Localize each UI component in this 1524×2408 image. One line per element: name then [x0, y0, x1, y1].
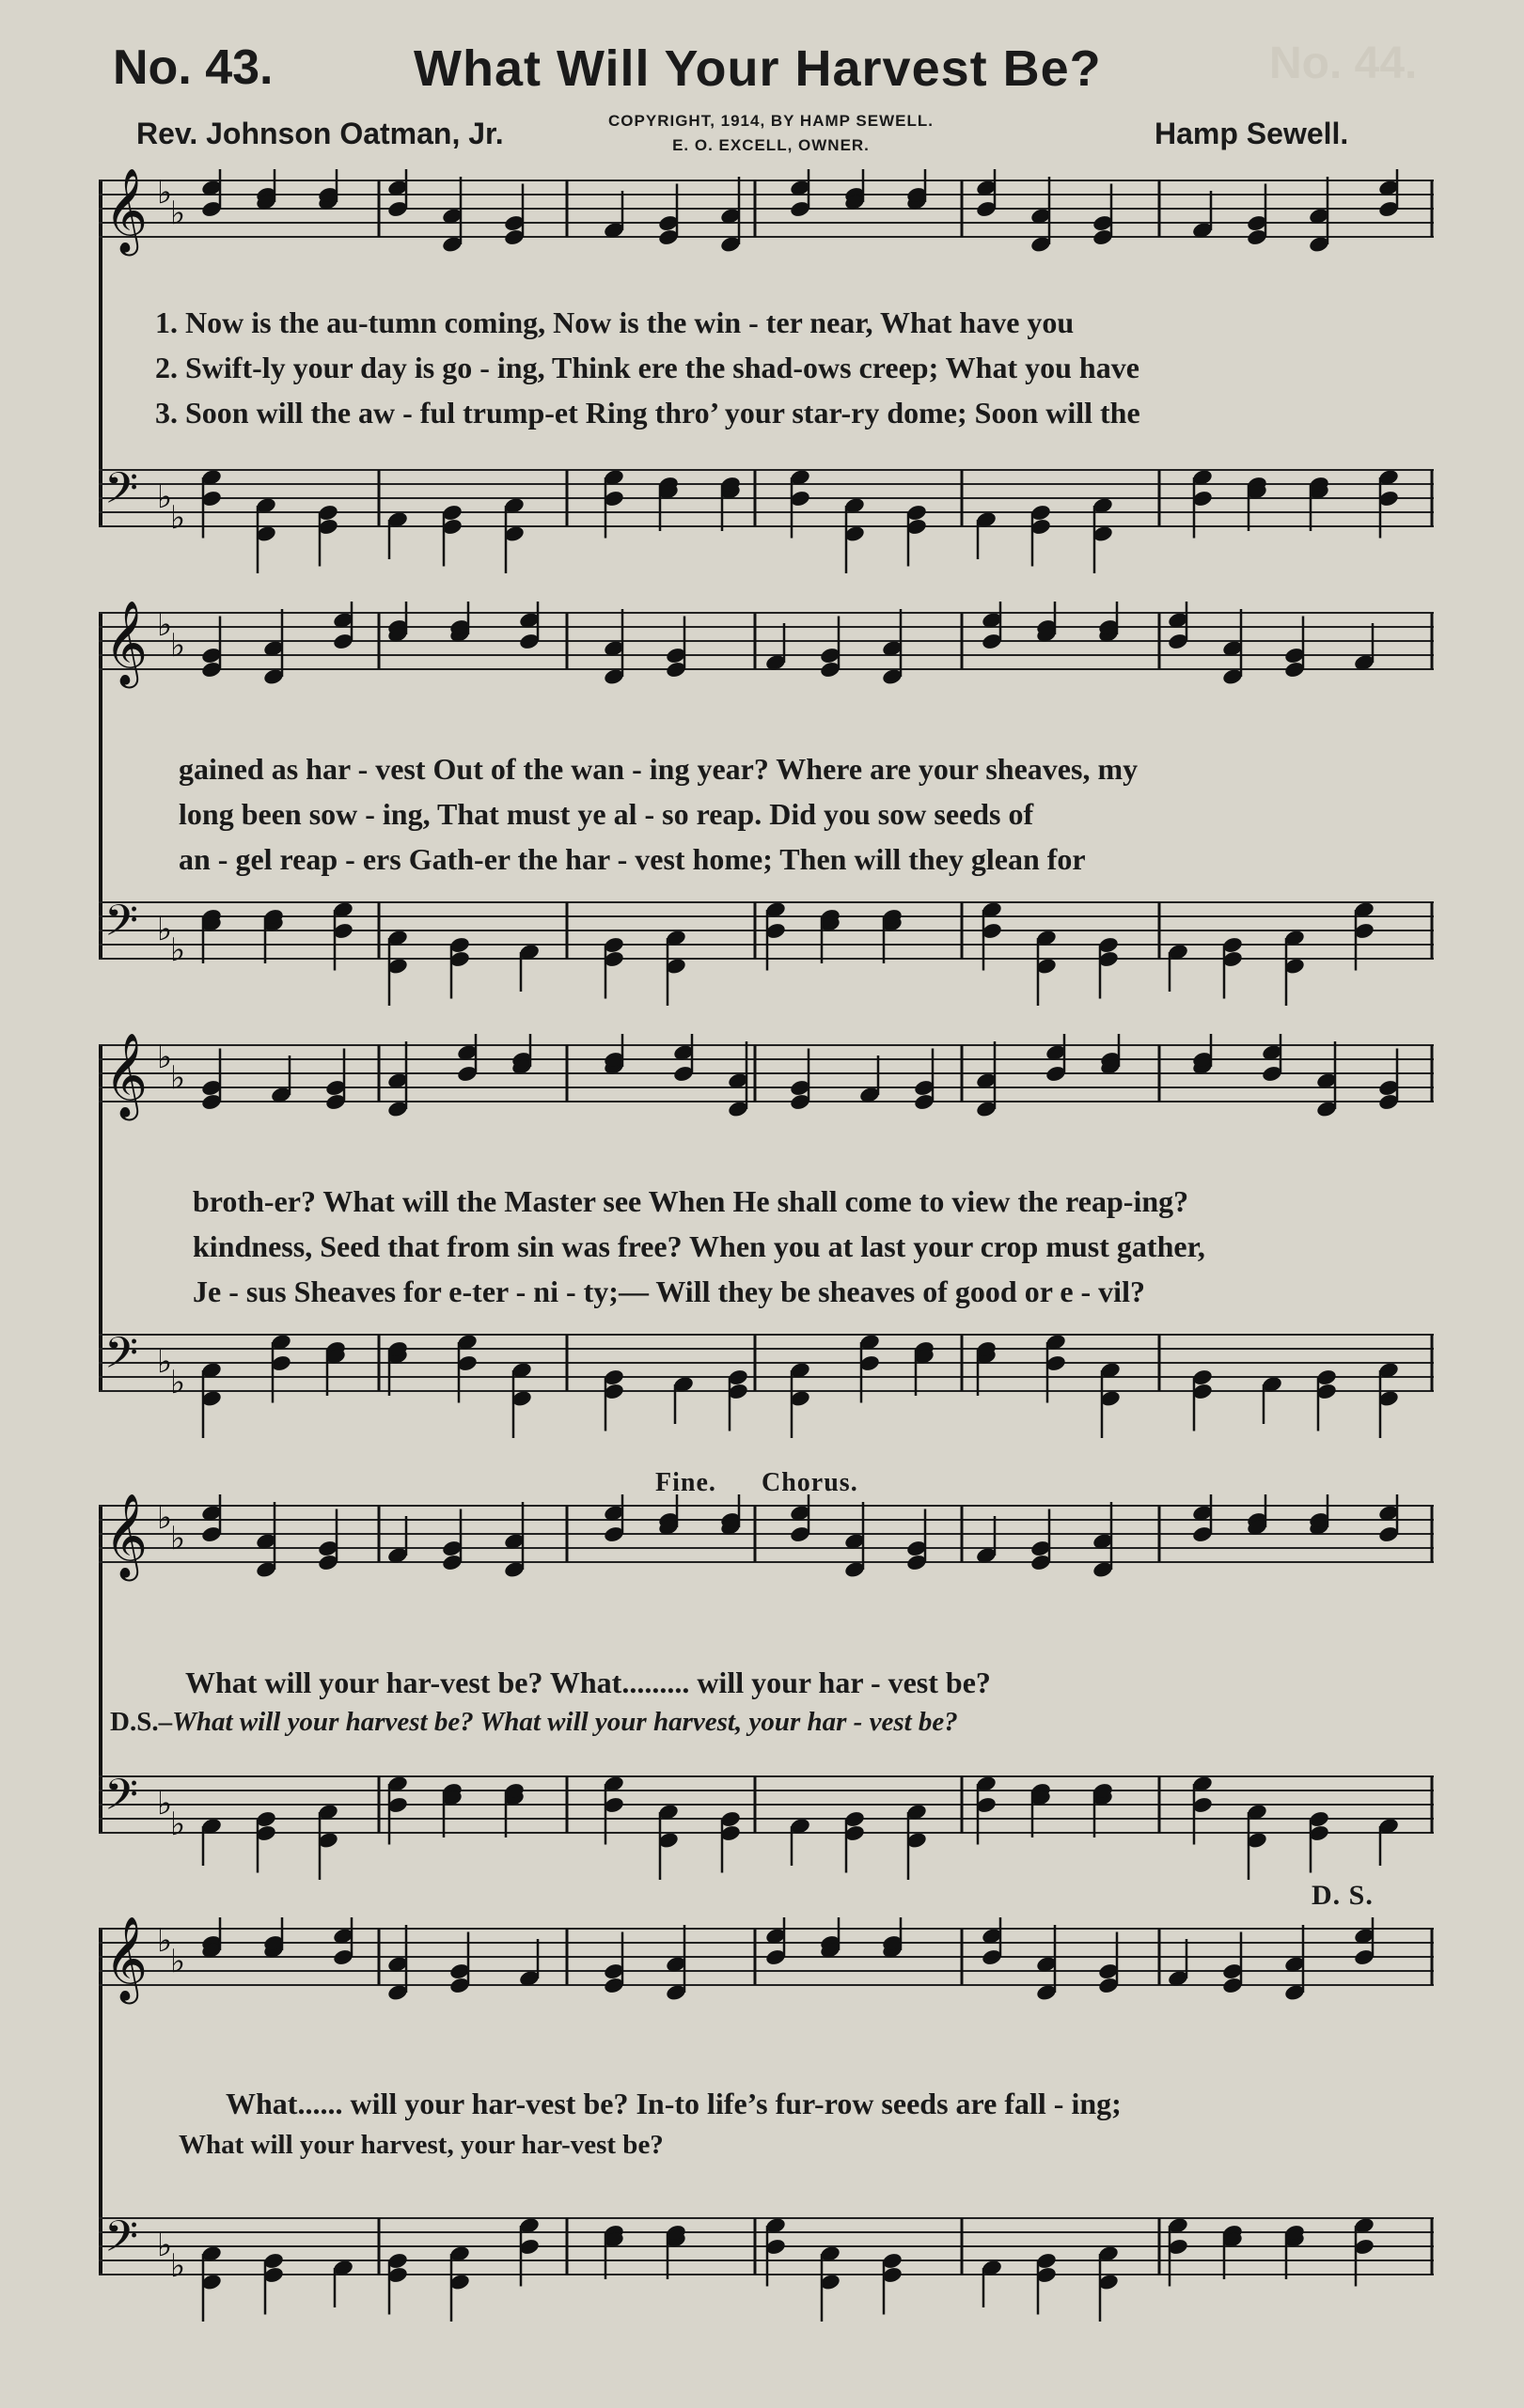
lyric-verse-2: kindness, Seed that from sin was free? When you at last your crop must gather,	[193, 1229, 1205, 1263]
lyric-verse-1: 1. Now is the au-tumn coming, Now is the win - ter near, What have you	[155, 305, 1075, 339]
flat-icon: ♭	[157, 1039, 173, 1076]
flat-icon: ♭	[170, 1520, 186, 1557]
bass-clef-icon: 𝄢	[104, 896, 139, 957]
bass-staff	[99, 1328, 1434, 1438]
flat-icon: ♭	[170, 1943, 186, 1980]
flat-icon: ♭	[157, 478, 173, 516]
music-system-4	[99, 1466, 1434, 1911]
flat-icon: ♭	[157, 911, 173, 948]
flat-icon: ♭	[170, 1364, 186, 1401]
bass-clef-icon: 𝄢	[104, 2212, 139, 2273]
page-header	[0, 0, 1524, 188]
treble-staff	[99, 1917, 1434, 2005]
flat-icon: ♭	[170, 1059, 186, 1097]
flat-icon: ♭	[170, 195, 186, 232]
music-system-1	[99, 169, 1434, 583]
lyric-chorus-alt: What will your harvest, your har-vest be?	[179, 2130, 664, 2160]
bass-staff	[99, 463, 1434, 573]
treble-clef-icon: 𝄞	[104, 1494, 149, 1578]
ds-prefix: D.S.–	[110, 1707, 173, 1737]
lyric-verse-3: an - gel reap - ers Gath-er the har - vest home; Then will they glean for	[179, 842, 1086, 876]
copyright-owner: E. O. EXCELL, OWNER.	[672, 136, 870, 154]
lyricist: Rev. Johnson Oatman, Jr.	[136, 117, 504, 150]
flat-icon: ♭	[157, 1785, 173, 1822]
music-system-3	[99, 1034, 1434, 1447]
treble-staff	[99, 602, 1434, 689]
copyright-line: COPYRIGHT, 1914, BY HAMP SEWELL.	[608, 112, 934, 130]
treble-clef-icon: 𝄞	[104, 1917, 149, 2001]
ds-text: What will your harvest be? What will your harvest, your har - vest be?	[172, 1707, 958, 1737]
treble-staff	[99, 169, 1434, 257]
lyric-verse-2: 2. Swift-ly your day is go - ing, Think ere the shad-ows creep; What you have	[155, 351, 1139, 384]
treble-clef-icon: 𝄞	[104, 169, 149, 253]
bass-staff	[99, 896, 1434, 1006]
treble-clef-icon: 𝄞	[104, 1034, 149, 1118]
bass-clef-icon: 𝄢	[104, 463, 139, 524]
flat-icon: ♭	[170, 1806, 186, 1843]
flat-icon: ♭	[170, 931, 186, 969]
hymn-title: What Will Your Harvest Be?	[414, 40, 1102, 97]
composer: Hamp Sewell.	[1155, 117, 1349, 150]
bass-staff	[99, 1770, 1434, 1880]
bleed-through-number: No. 44.	[1269, 39, 1418, 88]
flat-icon: ♭	[157, 1499, 173, 1537]
flat-icon: ♭	[157, 1922, 173, 1960]
flat-icon: ♭	[157, 1343, 173, 1381]
lyric-chorus: What will your har-vest be? What......... will your har - vest be?	[185, 1665, 991, 1699]
music-system-5	[99, 1917, 1434, 2331]
bass-clef-icon: 𝄢	[104, 1770, 139, 1831]
flat-icon: ♭	[170, 2247, 186, 2285]
flat-icon: ♭	[170, 627, 186, 665]
lyric-verse-1: gained as har - vest Out of the wan - ing year? Where are your sheaves, my	[179, 752, 1139, 786]
bass-staff	[99, 2212, 1434, 2322]
flat-icon: ♭	[157, 606, 173, 644]
ds-marking: D. S.	[1312, 1880, 1374, 1911]
lyric-verse-3: 3. Soon will the aw - ful trump-et Ring thro’ your star-ry dome; Soon will the	[155, 396, 1140, 430]
treble-staff	[99, 1034, 1434, 1121]
copyright-notice	[564, 109, 978, 158]
chorus-marking: Chorus.	[762, 1468, 858, 1497]
treble-clef-icon: 𝄞	[104, 602, 149, 685]
staff-pair	[99, 1917, 1434, 2331]
fine-marking: Fine.	[655, 1468, 716, 1497]
flat-icon: ♭	[157, 2227, 173, 2264]
lyric-verse-2: long been sow - ing, That must ye al - so reap. Did you sow seeds of	[179, 797, 1034, 831]
bass-clef-icon: 𝄢	[104, 1328, 139, 1389]
music-system-2	[99, 602, 1434, 1015]
flat-icon: ♭	[170, 499, 186, 537]
flat-icon: ♭	[157, 174, 173, 211]
lyric-verse-1: broth-er? What will the Master see When He shall come to view the reap-ing?	[193, 1184, 1189, 1218]
lyric-verse-3: Je - sus Sheaves for e-ter - ni - ty;— Will they be sheaves of good or e - vil?	[193, 1274, 1145, 1308]
hymn-number: No. 43.	[113, 40, 274, 95]
lyric-ds	[110, 1707, 958, 1738]
treble-staff	[99, 1494, 1434, 1582]
lyric-chorus: What...... will your har-vest be? In-to life’s fur-row seeds are fall - ing;	[226, 2087, 1122, 2120]
